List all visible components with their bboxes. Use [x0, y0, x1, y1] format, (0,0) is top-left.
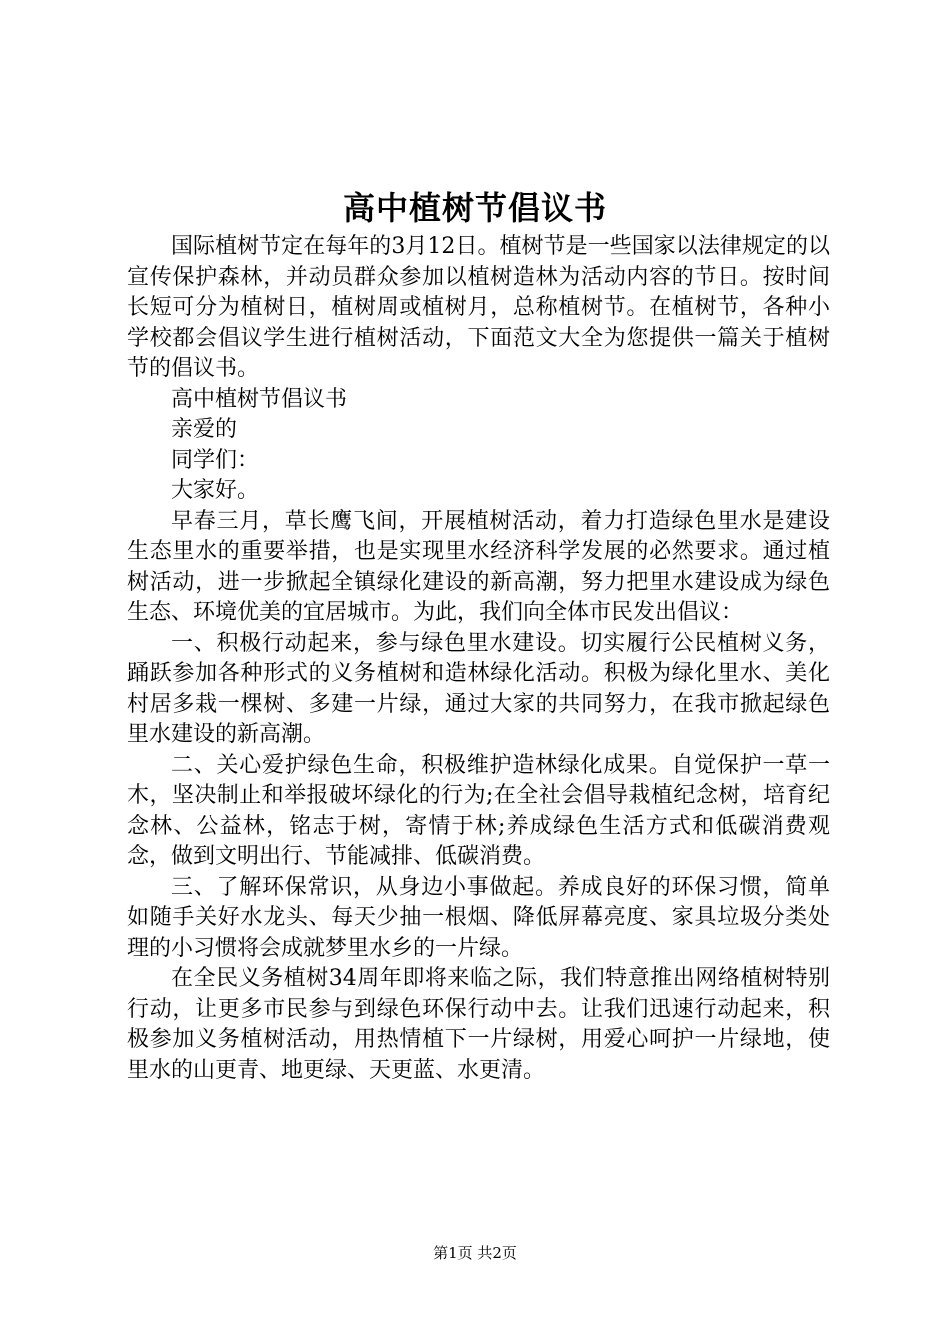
paragraph-point-1: 一、积极行动起来，参与绿色里水建设。切实履行公民植树义务，踊跃参加各种形式的义务植树和造林绿化活动。积极为绿化里水、美化村居多栽一棵树、多建一片绿，通过大家的共同努力，在我市掀起绿色里水建设的新高潮。 [127, 630, 830, 747]
document-body [127, 232, 830, 1086]
paragraph-point-2: 二、关心爱护绿色生命，积极维护造林绿化成果。自觉保护一草一木，坚决制止和举报破坏绿化的行为;在全社会倡导栽植纪念树，培育纪念林、公益林，铭志于树，寄情于林;养成绿色生活方式和低碳消费观念，做到文明出行、节能减排、低碳消费。 [127, 752, 830, 869]
paragraph-subtitle: 高中植树节倡议书 [171, 386, 348, 412]
paragraph-intro: 国际植树节定在每年的3月12日。植树节是一些国家以法律规定的以宣传保护森林，并动员群众参加以植树造林为活动内容的节日。按时间长短可分为植树日，植树周或植树月，总称植树节。在植树节，各种小学校都会倡议学生进行植树活动，下面范文大全为您提供一篇关于植树节的倡议书。 [127, 234, 830, 381]
paragraph-closing: 在全民义务植树34周年即将来临之际，我们特意推出网络植树特别行动，让更多市民参与到绿色环保行动中去。让我们迅速行动起来，积极参加义务植树活动，用热情植下一片绿树，用爱心呵护一片绿地，使里水的山更青、地更绿、天更蓝、水更清。 [127, 966, 830, 1083]
paragraph-opening: 早春三月，草长鹰飞间，开展植树活动，着力打造绿色里水是建设生态里水的重要举措，也是实现里水经济科学发展的必然要求。通过植树活动，进一步掀起全镇绿化建设的新高潮，努力把里水建设成为绿色生态、环境优美的宜居城市。为此，我们向全体市民发出倡议： [127, 508, 830, 625]
paragraph-greeting: 大家好。 [171, 478, 260, 503]
paragraph-salutation-2: 同学们： [171, 447, 260, 473]
paragraph-point-3: 三、了解环保常识，从身边小事做起。养成良好的环保习惯，简单如随手关好水龙头、每天少抽一根烟、降低屏幕亮度、家具垃圾分类处理的小习惯将会成就梦里水乡的一片绿。 [127, 874, 830, 961]
page-number-footer: 第1页 共2页 [433, 1244, 517, 1262]
document-title: 高中植树节倡议书 [342, 189, 607, 227]
paragraph-salutation-1: 亲爱的 [171, 417, 238, 442]
